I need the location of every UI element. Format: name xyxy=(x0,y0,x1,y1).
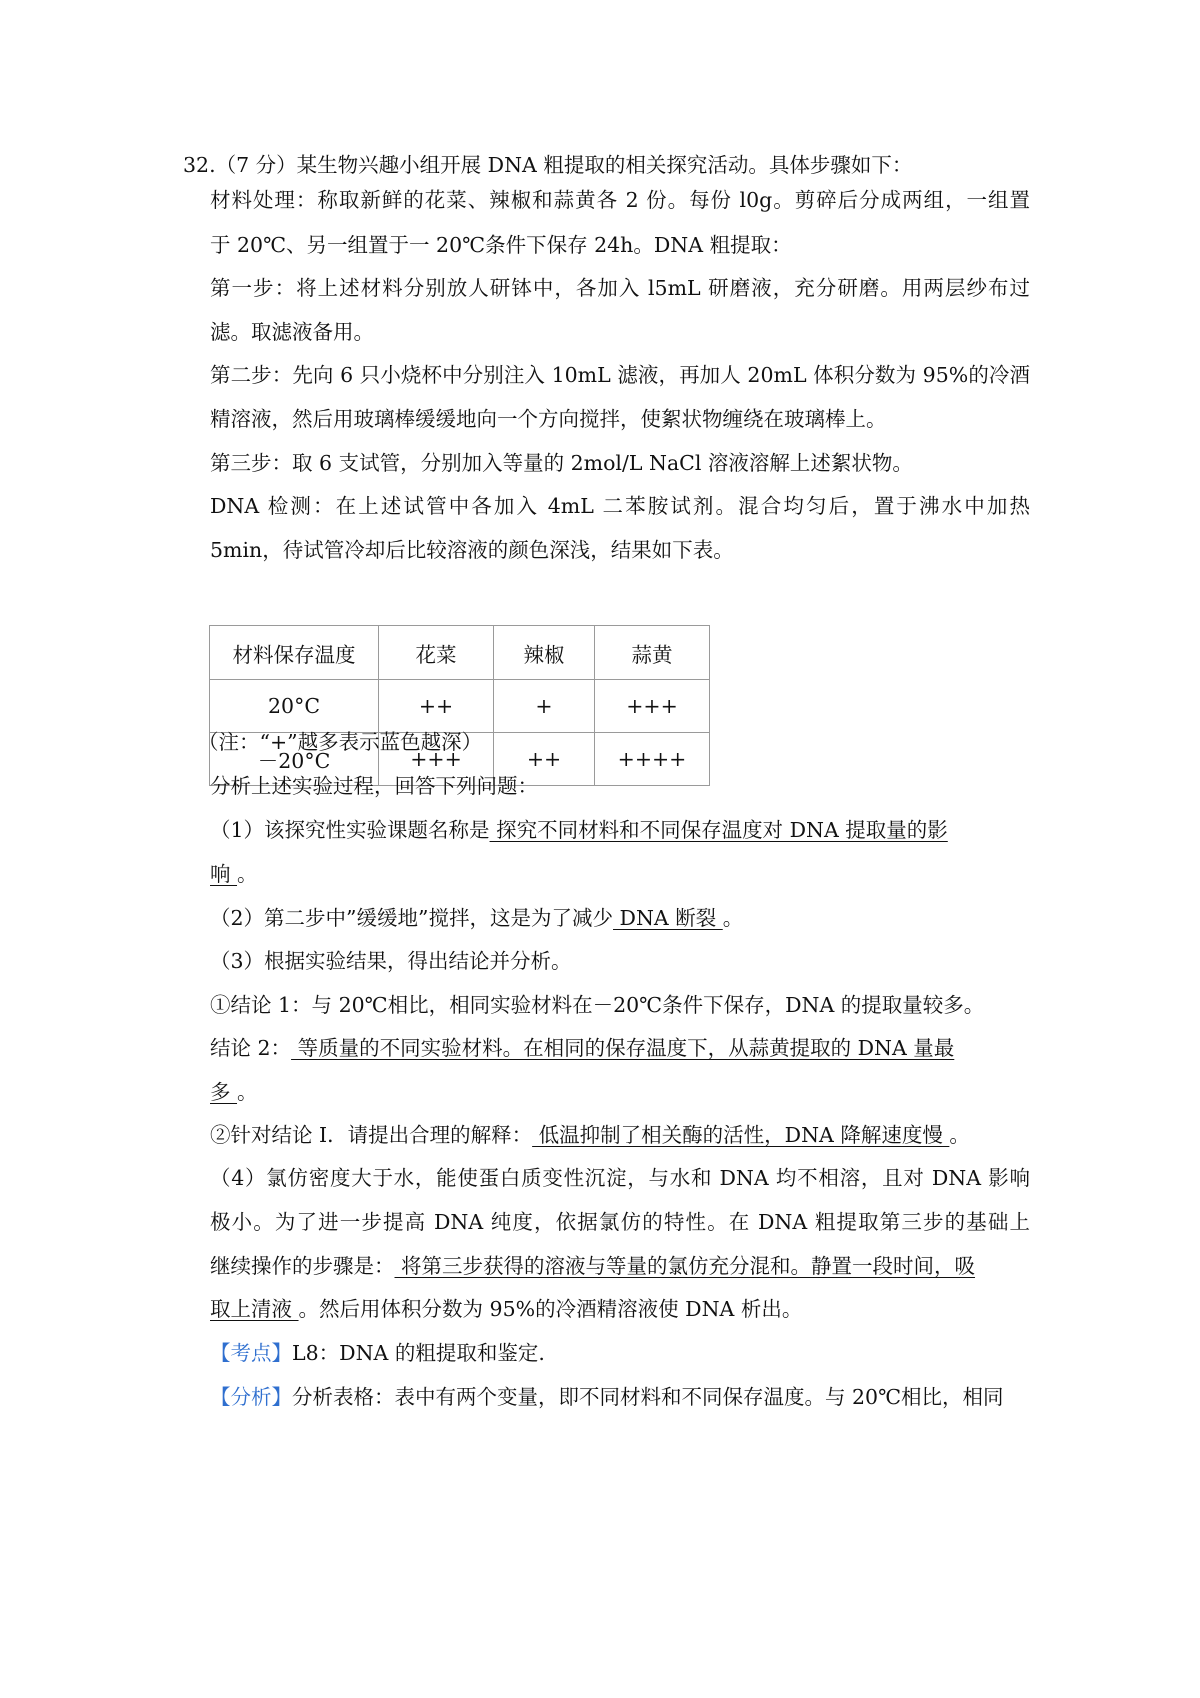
table-cell: +++ xyxy=(595,680,710,733)
step2-line-1: 第二步：先向 6 只小烧杯中分别注入 10mL 滤液，再加人 20mL 体积分数为 95%的冷酒 xyxy=(210,363,1030,387)
q2-answer: DNA 断裂 xyxy=(613,906,723,930)
conclusion-1: ①结论 1：与 20℃相比，相同实验材料在－20℃条件下保存，DNA 的提取量较多。 xyxy=(210,993,985,1017)
q4-line-4 xyxy=(210,1294,1030,1324)
q1-prefix: （1）该探究性实验课题名称是 xyxy=(210,818,490,842)
conclusion-2-line-1 xyxy=(210,1033,1030,1063)
fenxi-text: 分析表格：表中有两个变量，即不同材料和不同保存温度。与 20℃相比，相同 xyxy=(292,1385,1004,1409)
q3-line: （3）根据实验结果，得出结论并分析。 xyxy=(210,949,572,973)
q1-answer: 探究不同材料和不同保存温度对 DNA 提取量的影 xyxy=(489,818,948,842)
q4-answer-cont: 取上清液 xyxy=(210,1297,299,1321)
kaodian-text: L8：DNA 的粗提取和鉴定. xyxy=(292,1341,545,1365)
conclusion-2-suffix: 。 xyxy=(237,1080,258,1104)
table-row xyxy=(210,680,710,733)
question-header: 32.（7 分）某生物兴趣小组开展 DNA 粗提取的相关探究活动。具体步骤如下： xyxy=(183,153,913,177)
explanation-answer: 低温抑制了相关酶的活性，DNA 降解速度慢 xyxy=(532,1123,950,1147)
table-header-cell: 蒜黄 xyxy=(595,626,710,680)
table-cell: －20°C xyxy=(210,733,379,786)
q4-line-3 xyxy=(210,1251,1030,1281)
table-cell: ++ xyxy=(379,680,494,733)
conclusion-2-answer: 等质量的不同实验材料。在相同的保存温度下，从蒜黄提取的 DNA 量最 xyxy=(291,1036,955,1060)
q4-suffix: 。然后用体积分数为 95%的冷酒精溶液使 DNA 析出。 xyxy=(298,1297,803,1321)
q4-line-2: 极小。为了进一步提高 DNA 纯度，依据氯仿的特性。在 DNA 粗提取第三步的基础上 xyxy=(210,1210,1030,1234)
conclusion-2-line-2 xyxy=(210,1077,1030,1107)
q1-answer-cont: 响 xyxy=(210,862,238,886)
table-cell: + xyxy=(494,680,595,733)
table-header-cell: 花菜 xyxy=(379,626,494,680)
explanation-line xyxy=(210,1120,1030,1150)
table-cell: ++ xyxy=(494,733,595,786)
q4-prefix: 继续操作的步骤是： xyxy=(210,1254,395,1278)
explanation-prefix: ②针对结论 I．请提出合理的解释： xyxy=(210,1123,533,1147)
conclusion-2-prefix: 结论 2： xyxy=(210,1036,292,1060)
q4-answer: 将第三步获得的溶液与等量的氯仿充分混和。静置一段时间，吸 xyxy=(394,1254,976,1278)
detect-line-2: 5min，待试管冷却后比较溶液的颜色深浅，结果如下表。 xyxy=(210,538,734,562)
table-cell: 20°C xyxy=(210,680,379,733)
table-cell: +++ xyxy=(379,733,494,786)
q1-line-1 xyxy=(210,815,1030,845)
table-cell: ++++ xyxy=(595,733,710,786)
table-header-cell: 辣椒 xyxy=(494,626,595,680)
step2-line-2: 精溶液，然后用玻璃棒缓缓地向一个方向搅拌，使絮状物缠绕在玻璃棒上。 xyxy=(210,407,887,431)
material-line-1: 材料处理：称取新鲜的花菜、辣椒和蒜黄各 2 份。每份 l0g。剪碎后分成两组，一组置 xyxy=(210,188,1030,212)
detect-line-1: DNA 检测：在上述试管中各加入 4mL 二苯胺试剂。混合均匀后，置于沸水中加热 xyxy=(210,494,1030,518)
table-note: （注：“+”越多表示蓝色越深） xyxy=(198,730,483,754)
fenxi-line xyxy=(210,1382,1030,1412)
analysis-prompt: 分析上述实验过程，回答下列问题： xyxy=(210,774,538,798)
q2-suffix: 。 xyxy=(722,906,744,930)
explanation-suffix: 。 xyxy=(949,1123,970,1147)
result-table xyxy=(209,625,710,786)
table-header-cell: 材料保存温度 xyxy=(210,626,379,680)
kaodian-line xyxy=(210,1338,1030,1368)
q1-line-2 xyxy=(210,859,1030,889)
fenxi-tag: 【分析】 xyxy=(210,1385,292,1409)
table-header-row xyxy=(210,626,710,680)
step3-line: 第三步：取 6 支试管，分别加入等量的 2mol/L NaCl 溶液溶解上述絮状物。 xyxy=(210,451,913,475)
q4-line-1: （4）氯仿密度大于水，能使蛋白质变性沉淀，与水和 DNA 均不相溶，且对 DNA 影响 xyxy=(210,1166,1030,1190)
step1-line-2: 滤。取滤液备用。 xyxy=(210,320,374,344)
conclusion-2-answer-cont: 多 xyxy=(210,1080,238,1104)
kaodian-tag: 【考点】 xyxy=(210,1341,292,1365)
q2-prefix: （2）第二步中”缓缓地”搅拌，这是为了减少 xyxy=(210,906,614,930)
q2-line xyxy=(210,903,1030,933)
q1-suffix: 。 xyxy=(237,862,258,886)
material-line-2: 于 20℃、另一组置于一 20℃条件下保存 24h。DNA 粗提取： xyxy=(210,233,792,257)
step1-line-1: 第一步：将上述材料分别放人研钵中，各加入 l5mL 研磨液，充分研磨。用两层纱布过 xyxy=(210,276,1030,300)
